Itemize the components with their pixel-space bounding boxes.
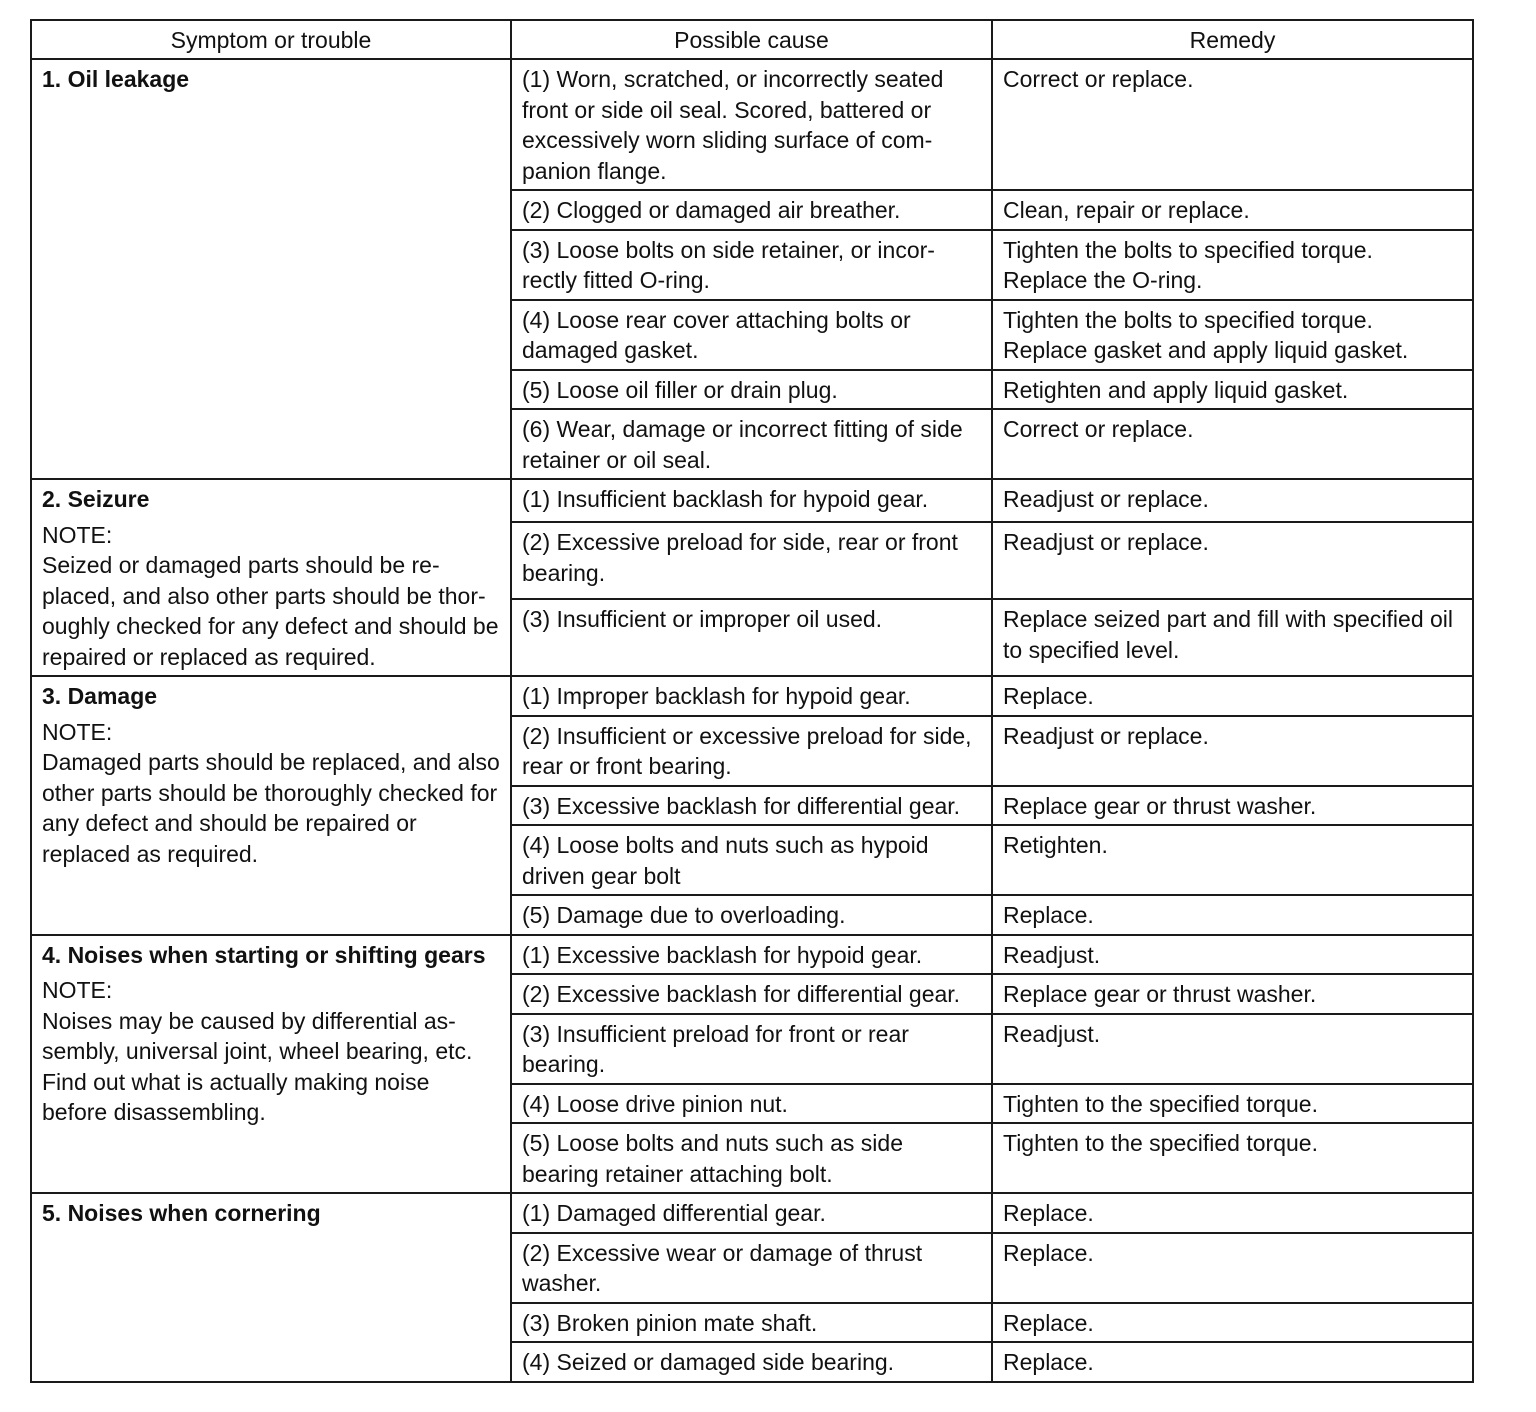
remedy-cell: Replace. xyxy=(992,676,1473,716)
remedy-cell: Tighten the bolts to specified torque. Replace the O-ring. xyxy=(992,230,1473,300)
remedy-cell: Readjust or replace. xyxy=(992,522,1473,599)
symptom-cell xyxy=(31,676,511,935)
remedy-cell: Readjust or replace. xyxy=(992,479,1473,522)
cause-cell: (3) Insufficient preload for front or rear bearing. xyxy=(511,1014,992,1084)
table-row xyxy=(31,676,1473,716)
remedy-cell: Correct or replace. xyxy=(992,59,1473,190)
cause-cell: (2) Excessive preload for side, rear or front bearing. xyxy=(511,522,992,599)
remedy-cell: Replace. xyxy=(992,1193,1473,1233)
symptom-cell xyxy=(31,1193,511,1382)
remedy-cell: Tighten to the specified torque. xyxy=(992,1084,1473,1124)
remedy-cell: Replace gear or thrust washer. xyxy=(992,786,1473,826)
header-row xyxy=(31,20,1473,59)
remedy-cell: Replace. xyxy=(992,1303,1473,1343)
symptom-cell xyxy=(31,935,511,1194)
cause-cell: (3) Insufficient or improper oil used. xyxy=(511,599,992,676)
cause-cell: (2) Excessive backlash for differential gear. xyxy=(511,974,992,1014)
cause-cell: (3) Excessive backlash for differential gear. xyxy=(511,786,992,826)
note-label: NOTE: xyxy=(42,521,113,548)
symptom-cell xyxy=(31,59,511,479)
remedy-cell: Retighten and apply liquid gasket. xyxy=(992,370,1473,410)
cause-cell: (4) Loose rear cover attaching bolts or damaged gasket. xyxy=(511,300,992,370)
cause-cell: (5) Damage due to overloading. xyxy=(511,895,992,935)
table-body xyxy=(31,59,1473,1382)
troubleshooting-table xyxy=(30,19,1474,1383)
remedy-cell: Replace. xyxy=(992,1233,1473,1303)
remedy-cell: Tighten the bolts to specified torque. Replace gasket and apply liquid gasket. xyxy=(992,300,1473,370)
cause-cell: (3) Broken pinion mate shaft. xyxy=(511,1303,992,1343)
remedy-cell: Readjust. xyxy=(992,935,1473,975)
header-remedy: Remedy xyxy=(992,20,1473,59)
cause-cell: (2) Excessive wear or damage of thrust washer. xyxy=(511,1233,992,1303)
table-row xyxy=(31,1193,1473,1233)
note-text: Seized or damaged parts should be replaced, and also other parts should be thoroughly checked for any defect and should be repaired or replaced as required. xyxy=(42,552,499,670)
table-header xyxy=(31,20,1473,59)
header-symptom: Symptom or trouble xyxy=(31,20,511,59)
cause-cell: (1) Insufficient backlash for hypoid gear. xyxy=(511,479,992,522)
remedy-cell: Readjust or replace. xyxy=(992,716,1473,786)
table-row xyxy=(31,479,1473,522)
remedy-cell: Replace gear or thrust washer. xyxy=(992,974,1473,1014)
note-label: NOTE: xyxy=(42,977,113,1003)
cause-cell: (2) Clogged or damaged air breather. xyxy=(511,190,992,230)
symptom-title: 5. Noises when cornering xyxy=(42,1200,321,1226)
symptom-title: 3. Damage xyxy=(42,683,158,709)
remedy-cell: Replace. xyxy=(992,1342,1473,1382)
remedy-cell: Correct or replace. xyxy=(992,409,1473,479)
cause-cell: (1) Worn, scratched, or incorrectly seated front or side oil seal. Scored, battered or excessively worn sliding surface of companion flange. xyxy=(511,59,992,190)
cause-cell: (4) Seized or damaged side bearing. xyxy=(511,1342,992,1382)
note-text: Noises may be caused by differential assembly, universal joint, wheel bearing, etc. Find out what is actually making noise before disassembling. xyxy=(42,1007,473,1125)
symptom-title: 4. Noises when starting or shifting gears xyxy=(42,941,486,968)
cause-cell: (5) Loose oil filler or drain plug. xyxy=(511,370,992,410)
remedy-cell: Readjust. xyxy=(992,1014,1473,1084)
cause-cell: (3) Loose bolts on side retainer, or incorrectly fitted O-ring. xyxy=(511,230,992,300)
table-row xyxy=(31,935,1473,975)
remedy-cell: Tighten to the specified torque. xyxy=(992,1123,1473,1193)
symptom-title: 1. Oil leakage xyxy=(42,66,190,92)
cause-cell: (6) Wear, damage or incorrect fitting of side retainer or oil seal. xyxy=(511,409,992,479)
remedy-cell: Retighten. xyxy=(992,825,1473,895)
remedy-cell: Replace. xyxy=(992,895,1473,935)
cause-cell: (5) Loose bolts and nuts such as side bearing retainer attaching bolt. xyxy=(511,1123,992,1193)
note-text: Damaged parts should be replaced, and also other parts should be thoroughly checked for any defect and should be repaired or replaced as required. xyxy=(42,749,500,867)
cause-cell: (1) Damaged differential gear. xyxy=(511,1193,992,1233)
table-row xyxy=(31,59,1473,190)
symptom-cell xyxy=(31,479,511,676)
note-label: NOTE: xyxy=(42,718,113,745)
remedy-cell: Replace seized part and fill with specified oil to specified level. xyxy=(992,599,1473,676)
cause-cell: (2) Insufficient or excessive preload for side, rear or front bearing. xyxy=(511,716,992,786)
cause-cell: (4) Loose bolts and nuts such as hypoid driven gear bolt xyxy=(511,825,992,895)
remedy-cell: Clean, repair or replace. xyxy=(992,190,1473,230)
header-cause: Possible cause xyxy=(511,20,992,59)
cause-cell: (1) Excessive backlash for hypoid gear. xyxy=(511,935,992,975)
cause-cell: (4) Loose drive pinion nut. xyxy=(511,1084,992,1124)
cause-cell: (1) Improper backlash for hypoid gear. xyxy=(511,676,992,716)
symptom-title: 2. Seizure xyxy=(42,486,150,512)
